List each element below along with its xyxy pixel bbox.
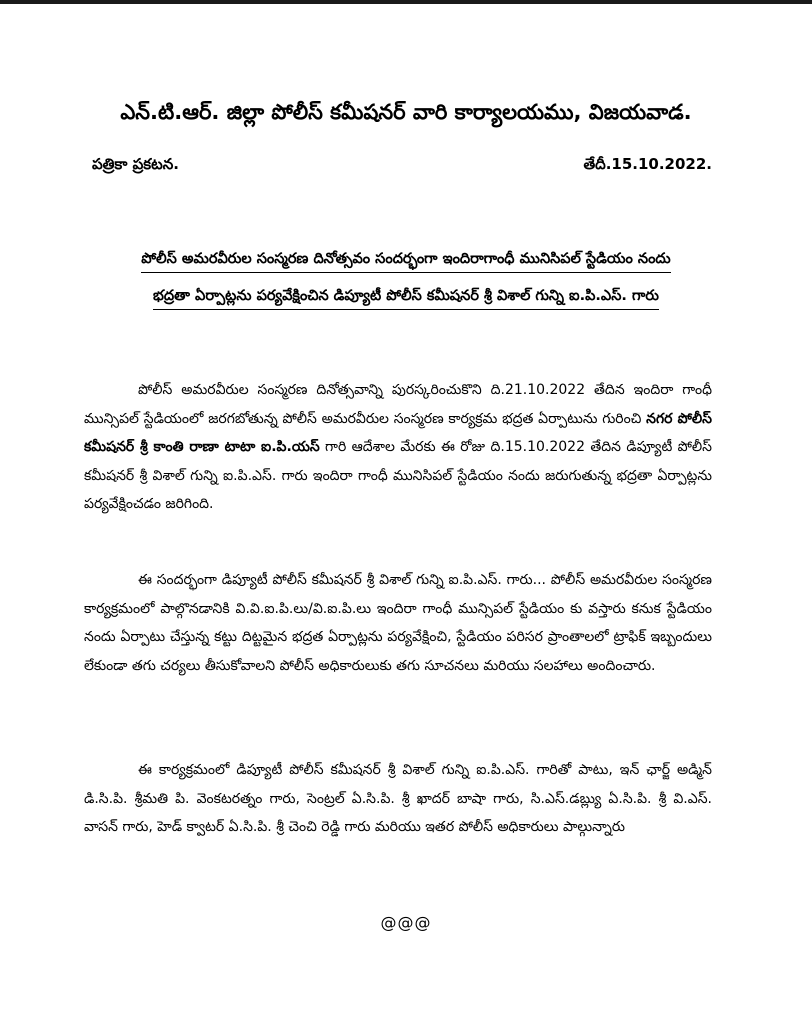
top-border [0, 0, 812, 4]
headline [60, 246, 752, 320]
release-date: తేదీ.15.10.2022. [583, 155, 712, 173]
paragraph-1-text-a: పోలీస్ అమరవీరుల సంస్మరణ దినోత్సవాన్ని పురస్కరించుకొని ది.21.10.2022 తేదిన ఇందిరా గాంధీ మున్సిపల్ స్టేడియంలో జరగబోతున్న పోలీస్ అమరవీరుల సంస్మరణ కార్యక్రమ భద్రత ఏర్పాటును గురించి [84, 382, 712, 427]
end-mark: @@@ [380, 913, 432, 932]
headline-line-2: భద్రతా ఏర్పాట్లను పర్యవేక్షించిన డిప్యూటీ పోలీస్ కమీషనర్ శ్రీ విశాల్ గున్ని ఐ.పి.ఎస్. గారు [153, 283, 659, 310]
paragraph-3-text: ఈ కార్యక్రమంలో డిప్యూటీ పోలీస్ కమీషనర్ శ్రీ విశాల్ గున్ని ఐ.పి.ఎస్. గారితో పాటు, ఇన్ ఛార్జ్ అడ్మిన్ డి.సి.పి. శ్రీమతి పి. వెంకటరత్నం గారు, సెంట్రల్ ఏ.సి.పి. శ్రీ ఖాదర్ బాషా గారు, సి.ఎస్.డబ్ల్యు ఏ.సి.పి. శ్రీ వి.ఎస్. వాసన్ గారు, హెడ్ క్వాటర్ ఏ.సి.పి. శ్రీ చెంచి రెడ్డి గారు మరియు ఇతర పోలీస్ అధికారులు పాల్గున్నారు [84, 762, 712, 836]
headline-line-1: పోలీస్ అమరవీరుల సంస్మరణ దినోత్సవం సందర్భంగా ఇందిరాగాంధీ మునిసిపల్ స్టేడియం నందు [141, 246, 670, 273]
paragraph-1-bold-text: నగర పోలీస్ కమీషనర్ శ్రీ కాంతి రాణా టాటా ఐ.పి.యస్ [84, 410, 712, 456]
office-title: ఎన్.టి.ఆర్. జిల్లా పోలీస్ కమీషనర్ వారి కార్యాలయము, విజయవాడ. [120, 100, 692, 124]
paragraph-2 [84, 566, 712, 680]
press-release-label: పత్రికా ప్రకటన. [92, 155, 179, 173]
paragraph-1 [84, 376, 712, 519]
paragraph-1-text-b: గారి ఆదేశాల మేరకు ఈ రోజు ది.15.10.2022 తేదిన డిప్యూటీ పోలీస్ కమీషనర్ శ్రీ విశాల్ గున్ని ఐ.పి.ఎస్. గారు ఇందిరా గాంధీ మునిసిపల్ స్టేడియం నందు జరుగుతున్న భద్రతా ఏర్పాట్లను పర్యవేక్షించడం జరిగింది. [84, 439, 712, 513]
paragraph-2-text: ఈ సందర్భంగా డిప్యూటీ పోలీస్ కమీషనర్ శ్రీ విశాల్ గున్ని ఐ.పి.ఎస్. గారు... పోలీస్ అమరవీరుల సంస్మరణ కార్యక్రమంలో పాల్గొనడానికి వి.వి.ఐ.పి.లు/వి.ఐ.పి.లు ఇందిరా గాంధీ మున్సిపల్ స్టేడియం కు వస్తారు కనుక స్టేడియం నందు ఏర్పాటు చేస్తున్న కట్టు దిట్టమైన భద్రత ఏర్పాట్లను పర్యవేక్షించి, స్టేడియం పరిసర ప్రాంతాలలో ట్రాఫిక్ ఇబ్బందులు లేకుండా తగు చర్యలు తీసుకోవాలని పోలీస్ అధికారులుకు తగు సూచనలు మరియు సలహాలు అందించారు. [84, 572, 712, 674]
paragraph-3 [84, 756, 712, 842]
